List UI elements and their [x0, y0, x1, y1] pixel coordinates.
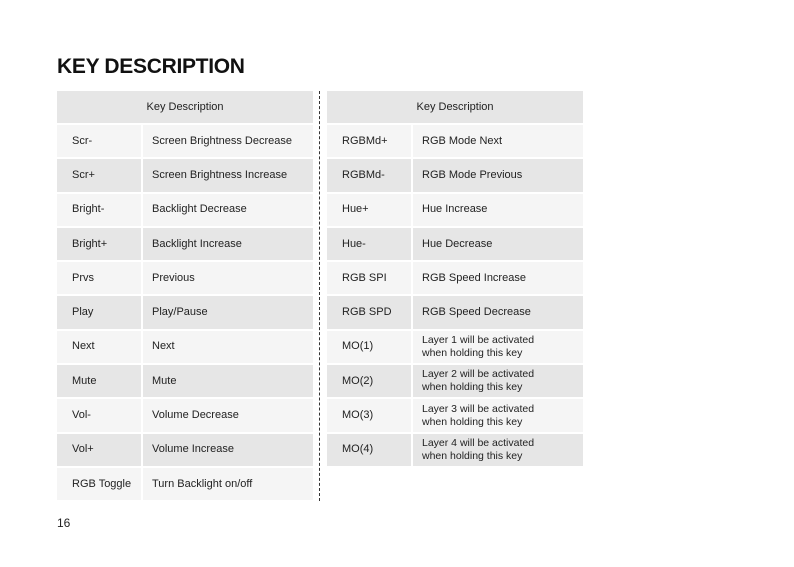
- table-row: [327, 296, 583, 328]
- key-description-table-right: [327, 89, 583, 468]
- key-cell: MO(4): [327, 434, 413, 466]
- description-cell: Hue Decrease: [413, 228, 583, 260]
- table-header-row: [327, 91, 583, 123]
- table-row: [327, 194, 583, 226]
- key-cell: Hue-: [327, 228, 413, 260]
- description-cell: Mute: [143, 365, 313, 397]
- description-cell: Next: [143, 331, 313, 363]
- table-row: [327, 228, 583, 260]
- description-cell: Volume Decrease: [143, 399, 313, 431]
- key-cell: Scr+: [57, 159, 143, 191]
- key-cell: Bright-: [57, 194, 143, 226]
- description-cell: RGB Mode Previous: [413, 159, 583, 191]
- description-cell: RGB Speed Decrease: [413, 296, 583, 328]
- table-row: [57, 331, 313, 363]
- table-row: [57, 194, 313, 226]
- key-cell: RGBMd-: [327, 159, 413, 191]
- table-row: [327, 434, 583, 466]
- description-cell: Screen Brightness Decrease: [143, 125, 313, 157]
- description-line: when holding this key: [422, 381, 523, 394]
- table-row: [57, 296, 313, 328]
- description-cell: Backlight Increase: [143, 228, 313, 260]
- description-cell: RGB Speed Increase: [413, 262, 583, 294]
- table-row: [57, 228, 313, 260]
- table-row: [57, 365, 313, 397]
- description-cell: Hue Increase: [413, 194, 583, 226]
- description-cell: [413, 365, 583, 397]
- key-description-table-left: [57, 89, 313, 502]
- table-row: [327, 399, 583, 431]
- key-cell: Play: [57, 296, 143, 328]
- description-cell: Screen Brightness Increase: [143, 159, 313, 191]
- description-cell: Play/Pause: [143, 296, 313, 328]
- description-line: when holding this key: [422, 415, 523, 428]
- description-line: Layer 2 will be activated: [422, 368, 535, 381]
- table-header: Key Description: [327, 91, 583, 123]
- key-cell: RGB SPI: [327, 262, 413, 294]
- dashed-divider: [319, 91, 320, 501]
- table-row: [327, 365, 583, 397]
- key-cell: Prvs: [57, 262, 143, 294]
- table-row: [57, 399, 313, 431]
- description-cell: Backlight Decrease: [143, 194, 313, 226]
- description-cell: Volume Increase: [143, 434, 313, 466]
- key-cell: Vol+: [57, 434, 143, 466]
- table-row: [327, 262, 583, 294]
- description-cell: RGB Mode Next: [413, 125, 583, 157]
- key-cell: Mute: [57, 365, 143, 397]
- description-line: when holding this key: [422, 449, 523, 462]
- description-cell: [413, 434, 583, 466]
- table-row: [327, 331, 583, 363]
- description-cell: [413, 399, 583, 431]
- description-line: Layer 1 will be activated: [422, 333, 535, 346]
- description-cell: Previous: [143, 262, 313, 294]
- key-cell: MO(1): [327, 331, 413, 363]
- key-cell: Vol-: [57, 399, 143, 431]
- page-number: 16: [57, 516, 71, 530]
- description-line: when holding this key: [422, 346, 523, 359]
- table-row: [57, 468, 313, 500]
- table-row: [327, 159, 583, 191]
- table-row: [57, 434, 313, 466]
- key-cell: Scr-: [57, 125, 143, 157]
- key-cell: Bright+: [57, 228, 143, 260]
- table-header: Key Description: [57, 91, 313, 123]
- description-cell: Turn Backlight on/off: [143, 468, 313, 500]
- table-row: [57, 159, 313, 191]
- description-line: Layer 4 will be activated: [422, 436, 535, 449]
- key-cell: MO(3): [327, 399, 413, 431]
- page-title: KEY DESCRIPTION: [57, 55, 245, 78]
- key-cell: MO(2): [327, 365, 413, 397]
- key-cell: RGB SPD: [327, 296, 413, 328]
- description-cell: [413, 331, 583, 363]
- table-row: [57, 262, 313, 294]
- table-row: [57, 125, 313, 157]
- key-cell: Next: [57, 331, 143, 363]
- key-cell: Hue+: [327, 194, 413, 226]
- table-row: [327, 125, 583, 157]
- key-cell: RGBMd+: [327, 125, 413, 157]
- table-header-row: [57, 91, 313, 123]
- description-line: Layer 3 will be activated: [422, 402, 535, 415]
- key-cell: RGB Toggle: [57, 468, 143, 500]
